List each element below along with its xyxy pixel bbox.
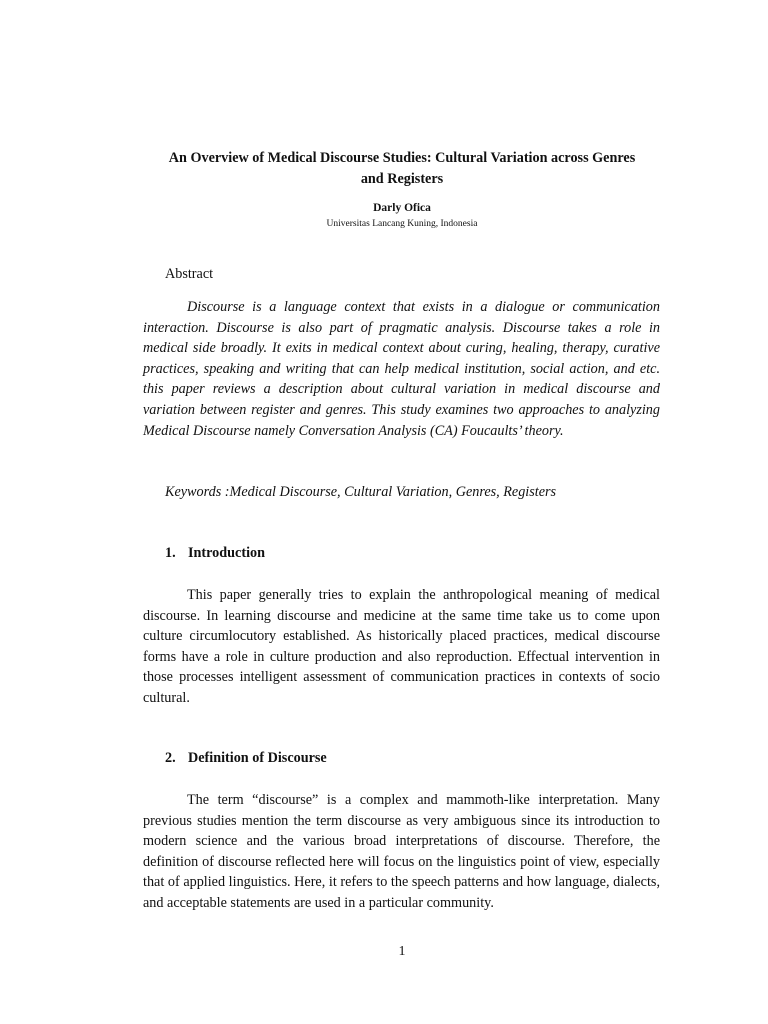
paper-title-line-2: and Registers	[360, 171, 444, 187]
definition-body: The term “discourse” is a complex and mammoth-like interpretation. Many previous studies mention the term discourse as very ambiguous since its introduction to modern science and the various broad interpretations of discourse. Therefore, the definition of discourse reflected here will focus on the linguistics point of view, especially that of applied linguistics. Here, it refers to the speech patterns and how language, dialects, and acceptable statements are used in a particular community.	[143, 792, 660, 911]
author-affiliation: Universitas Lancang Kuning, Indonesia	[326, 219, 478, 229]
introduction-body: This paper generally tries to explain the anthropological meaning of medical discourse. In learning discourse and medicine at the same time take us to come upon culture circumlocutory established. As historically placed practices, medical discourse forms have a role in culture production and also reproduction. Effectual intervention in those processes intelligent assessment of communication practices in contexts of socio cultural.	[143, 587, 660, 706]
paper-title	[140, 148, 664, 190]
keywords: Keywords :Medical Discourse, Cultural Variation, Genres, Registers	[165, 484, 557, 500]
section-heading-definition-of-discourse	[165, 749, 327, 767]
abstract-body: Discourse is a language context that exists in a dialogue or communication interaction. Discourse is also part of pragmatic analysis. Discourse takes a role in medical side broadly. It exits in medical context about curing, healing, therapy, curative practices, speaking and writing that can help medical institution, social action, and etc. this paper reviews a description about cultural variation in medical discourse and variation between register and genres. This study examines two approaches to analyzing Medical Discourse namely Conversation Analysis (CA) Foucaults’ theory.	[143, 299, 660, 439]
section-number: 1.	[165, 545, 176, 561]
page-number: 1	[398, 944, 406, 959]
paper-title-line-1: An Overview of Medical Discourse Studies: Cultural Variation across Genres	[168, 150, 636, 166]
section-number: 2.	[165, 750, 176, 766]
section-title: Definition of Discourse	[188, 750, 327, 766]
author-name: Darly Ofica	[373, 202, 431, 214]
section-title: Introduction	[188, 545, 265, 561]
section-heading-introduction	[165, 544, 265, 562]
abstract-heading: Abstract	[165, 266, 214, 282]
